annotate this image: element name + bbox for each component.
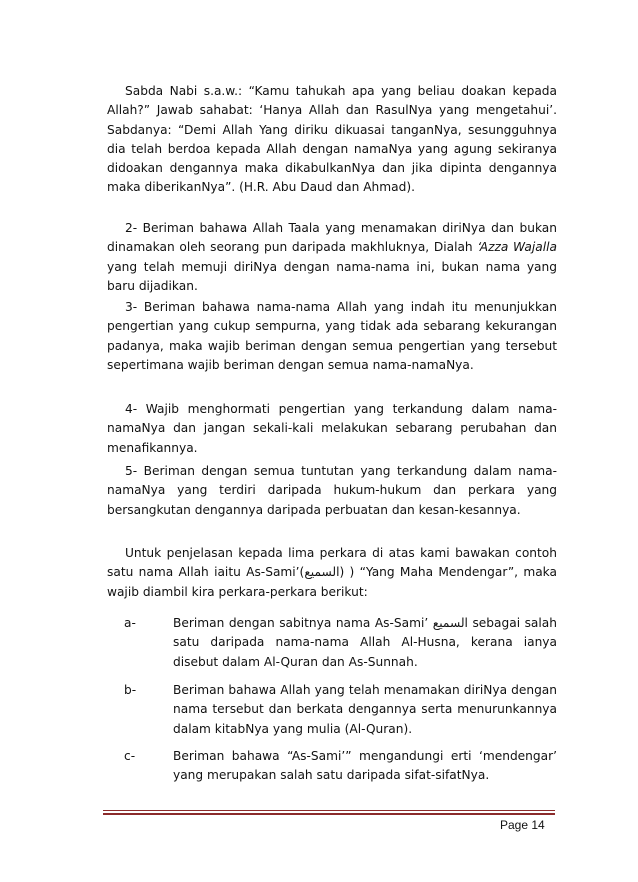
arabic-term-as-sami: السميع	[432, 616, 468, 630]
paragraph-point-4	[107, 400, 557, 458]
paragraph-hadith-text: Sabda Nabi s.a.w.: “Kamu tahukah apa yang beliau doakan kepada Allah?” Jawab sahabat: ‘Hanya Allah dan RasulNya yang mengetahui’. Sabdanya: “Demi Allah Yang diriku dikuasai tanganNya, sesungguhnya dia telah berdoa kepada Allah dengan namaNya yang agung sekiranya didoakan dengannya maka dikabulkanNya dan jika dipinta dengannya maka diberikanNya”. (H.R. Abu Daud dan Ahmad).	[107, 84, 557, 195]
list-item-text: Beriman bahawa Allah yang telah menamakan diriNya dengan nama tersebut dan berkata dengannya serta menurunkannya dalam kitabNya yang mulia (Al-Quran).	[173, 683, 557, 736]
paragraph-point-2	[107, 219, 557, 296]
list-item-text: Beriman bahawa “As-Sami’” mengandungi erti ‘mendengar’ yang merupakan salah satu daripada sifat-sifatNya.	[173, 749, 557, 783]
paragraph-example-text-b: ) ) “Yang Maha Mendengar”, maka wajib diambil kira perkara-perkara berikut:	[107, 565, 557, 599]
paragraph-point-3	[107, 298, 557, 375]
paragraph-point-2-text-a: 2- Beriman bahawa Allah Taala yang menamakan diriNya dan bukan dinamakan oleh seorang pun daripada makhluknya, Dialah	[107, 221, 557, 255]
paragraph-point-5	[107, 462, 557, 520]
footer-divider	[103, 810, 555, 811]
list-item-text-a: Beriman dengan sabitnya nama As-Sami’	[173, 616, 433, 630]
list-item-marker: c-	[124, 749, 136, 763]
paragraph-example-text-a: Untuk penjelasan kepada lima perkara di atas kami bawakan contoh satu nama Allah iaitu As-Sami’(	[107, 546, 557, 580]
list-item-text	[173, 614, 557, 672]
arabic-term-as-sami: السميع	[304, 565, 340, 580]
paragraph-point-2-emphasis: ‘Azza Wajalla	[477, 240, 557, 255]
paragraph-point-4-text: 4- Wajib menghormati pengertian yang terkandung dalam nama-namaNya dan jangan sekali-kali melakukan sebarang perubahan dan menafikannya.	[107, 402, 557, 455]
paragraph-point-2-text-b: yang telah memuji diriNya dengan nama-nama ini, bukan nama yang baru dijadikan.	[107, 259, 557, 293]
footer-divider-thick	[103, 813, 555, 815]
paragraph-example-intro	[107, 544, 557, 602]
paragraph-point-3-text: 3- Beriman bahawa nama-nama Allah yang indah itu menunjukkan pengertian yang cukup sempurna, yang tidak ada sebarang kekurangan padanya, maka wajib beriman dengan semua pengertian yang tersebut sepertimana wajib beriman dengan semua nama-namaNya.	[107, 300, 557, 372]
list-item-marker: a-	[124, 616, 136, 630]
paragraph-point-5-text: 5- Beriman dengan semua tuntutan yang terkandung dalam nama-namaNya yang terdiri daripada hukum-hukum dan perkara yang bersangkutan dengannya daripada perbuatan dan kesan-kesannya.	[107, 464, 557, 517]
list-item-text-b: sebagai salah satu daripada nama-nama Allah Al-Husna, kerana ianya disebut dalam Al-Quran dan As-Sunnah.	[173, 616, 557, 669]
list-item-marker: b-	[124, 683, 137, 697]
paragraph-hadith	[107, 82, 557, 198]
page-number: Page 14	[500, 818, 545, 832]
